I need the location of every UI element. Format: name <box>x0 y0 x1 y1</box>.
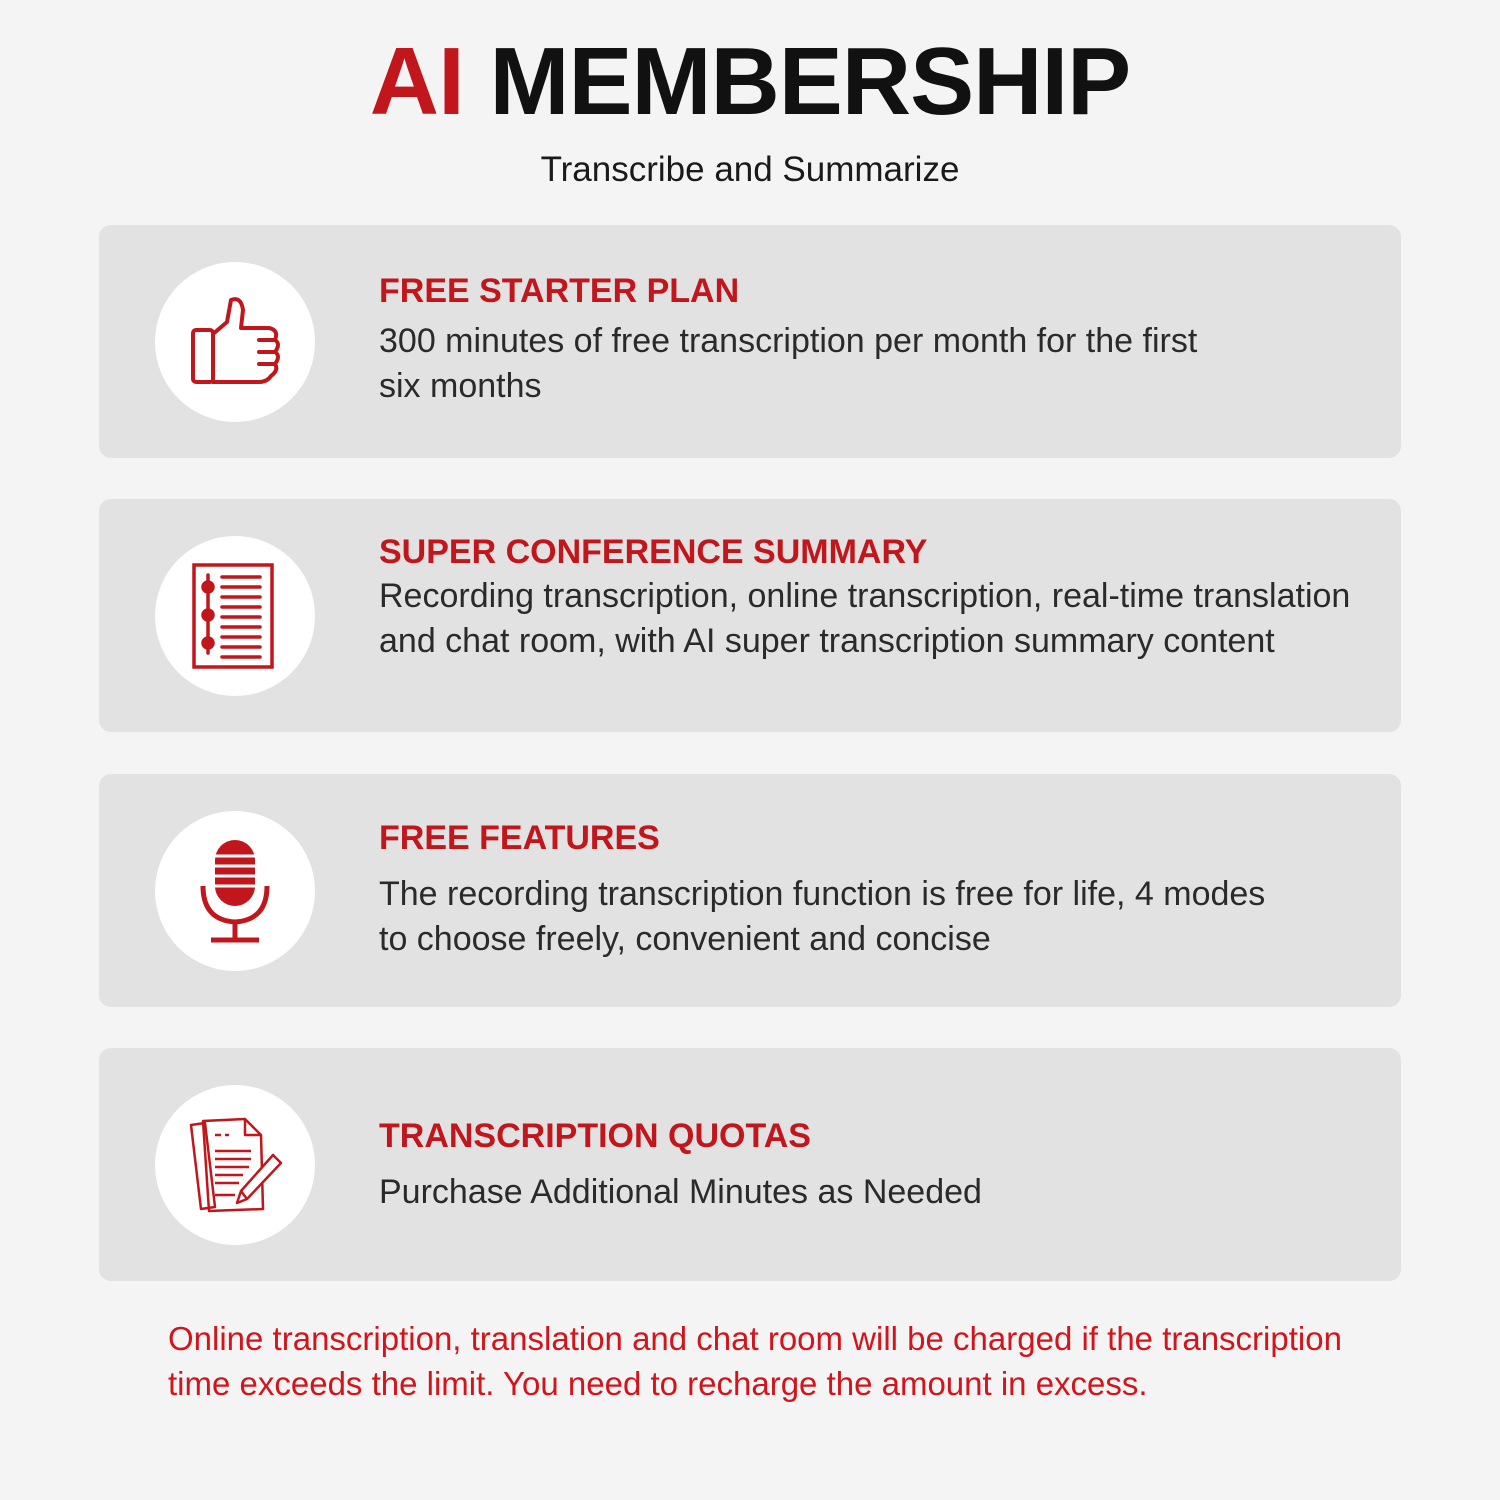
document-list-icon <box>190 561 280 671</box>
feature-card-super-conference-summary <box>99 499 1401 732</box>
card-title: SUPER CONFERENCE SUMMARY <box>379 533 928 571</box>
document-edit-icon <box>185 1115 285 1215</box>
card-description: The recording transcription function is free for life, 4 modes to choose freely, convenient and concise <box>379 875 1266 958</box>
card-title: FREE STARTER PLAN <box>379 272 740 310</box>
icon-circle <box>155 262 315 422</box>
page-subtitle: Transcribe and Summarize <box>540 150 960 189</box>
card-text <box>379 818 1361 962</box>
card-description: Recording transcription, online transcription, real-time translation and chat room, with AI super transcription summary content <box>379 577 1351 660</box>
icon-circle <box>155 536 315 696</box>
card-description: Purchase Additional Minutes as Needed <box>379 1173 982 1211</box>
footer-note: Online transcription, translation and chat room will be charged if the transcription time exceeds the limit. You need to recharge the amount in excess. <box>168 1320 1342 1402</box>
card-title: FREE FEATURES <box>379 819 660 857</box>
icon-circle <box>155 1085 315 1245</box>
feature-card-free-features <box>99 774 1401 1007</box>
microphone-icon <box>195 836 275 946</box>
thumbs-up-icon <box>185 292 285 392</box>
page-title <box>0 30 1500 134</box>
card-description: 300 minutes of free transcription per month for the first six months <box>379 322 1198 405</box>
card-title: TRANSCRIPTION QUOTAS <box>379 1117 811 1155</box>
card-text <box>379 271 1361 409</box>
feature-card-transcription-quotas <box>99 1048 1401 1281</box>
card-text <box>379 532 1361 664</box>
title-accent: AI <box>369 28 464 135</box>
feature-card-free-starter-plan <box>99 225 1401 458</box>
header <box>0 30 1500 192</box>
card-text <box>379 1116 1361 1215</box>
title-main: MEMBERSHIP <box>489 28 1131 135</box>
icon-circle <box>155 811 315 971</box>
